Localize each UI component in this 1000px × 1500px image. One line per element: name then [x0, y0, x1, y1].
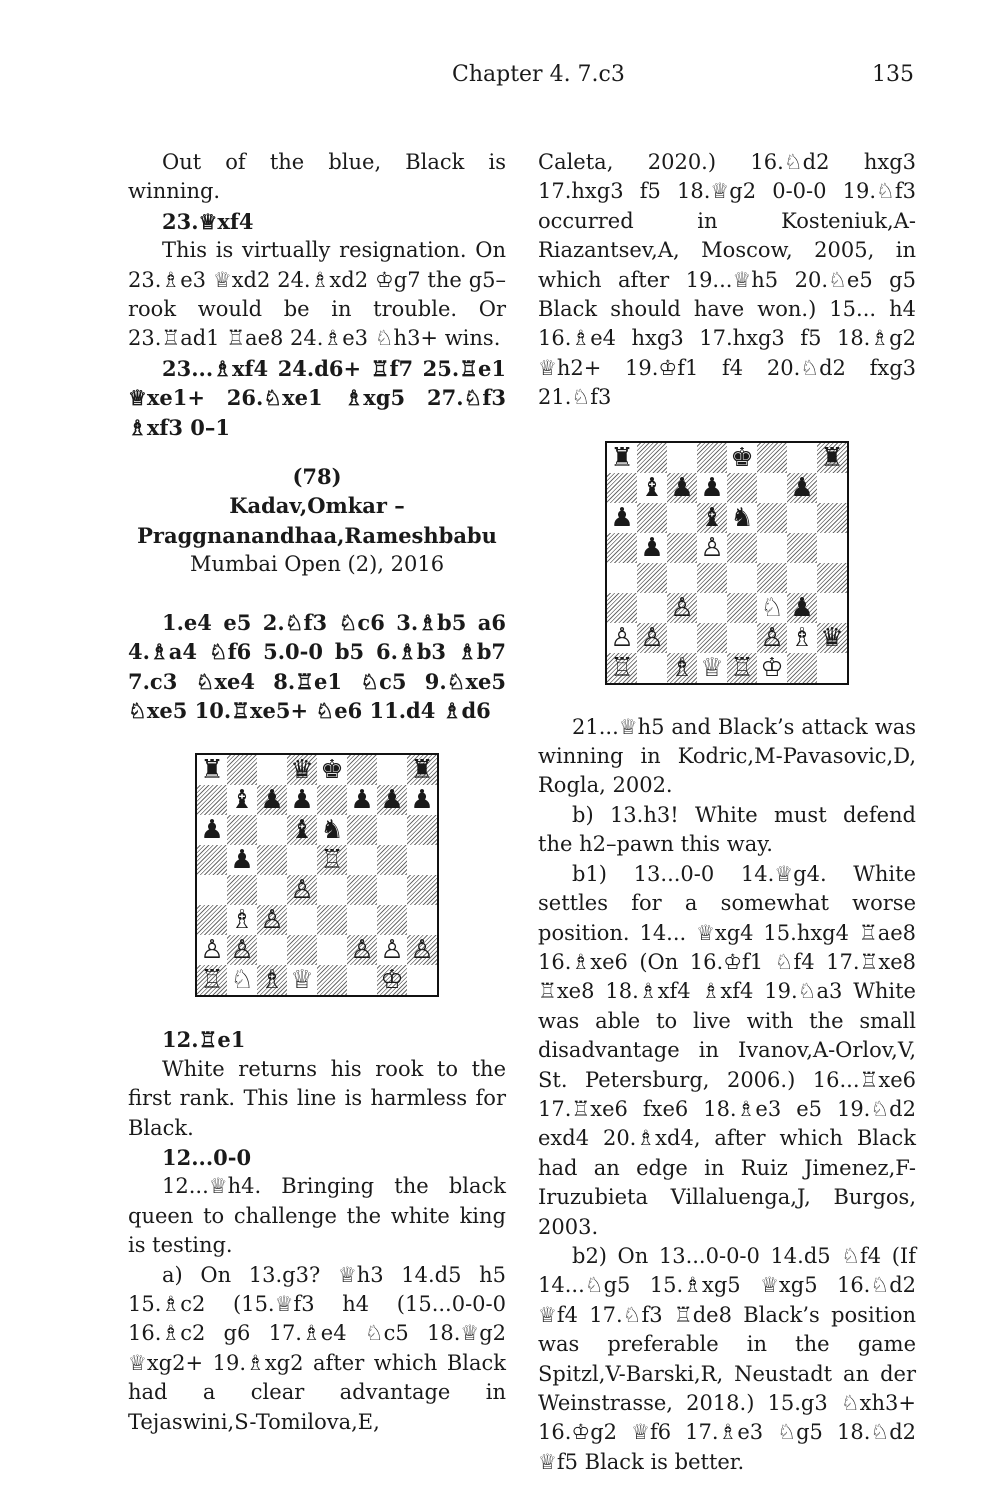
square-a1: ♖ [607, 653, 637, 683]
square-d1: ♕ [697, 653, 727, 683]
square-g5 [377, 845, 407, 875]
square-b7: ♝ [637, 473, 667, 503]
opening-moves: 1.e4 e5 2.♘f3 ♘c6 3.♗b5 a6 4.♗a4 ♘f6 5.0-0 b5 6.♗b3 ♗b7 7.c3 ♘xe4 8.♖e1 ♘c5 9.♘xe5 ♘xe5 10.♖xe5+ ♘e6 11.d4 ♗d6 [128, 609, 506, 723]
square-h4 [407, 875, 437, 905]
square-e6: ♞ [727, 503, 757, 533]
right-column [538, 148, 916, 1477]
square-a5 [197, 845, 227, 875]
square-b3: ♗ [227, 905, 257, 935]
paragraph: 21...♕h5 and Black’s attack was winning in Kodric,M-Pavasovic,D, Rogla, 2002. [538, 714, 916, 798]
square-d3 [697, 593, 727, 623]
paragraph: White returns his rook to the first rank. This line is harmless for Black. [128, 1056, 506, 1140]
square-c6 [667, 503, 697, 533]
square-a1: ♖ [197, 965, 227, 995]
square-c4 [667, 563, 697, 593]
square-h1 [817, 653, 847, 683]
paragraph: 12...♕h4. Bringing the black queen to challenge the white king is testing. [128, 1174, 506, 1258]
chess-diagram-1 [195, 753, 439, 997]
square-f1 [347, 965, 377, 995]
black-player: Praggnanandhaa,Rameshbabu [137, 522, 497, 548]
square-c7: ♟ [667, 473, 697, 503]
square-f4 [347, 875, 377, 905]
square-g6 [377, 815, 407, 845]
square-e3 [727, 593, 757, 623]
move-line: 12...0-0 [162, 1144, 252, 1170]
square-b1: ♘ [227, 965, 257, 995]
square-h5 [817, 533, 847, 563]
page-number: 135 [872, 62, 914, 87]
square-d8: ♛ [287, 755, 317, 785]
square-g4 [377, 875, 407, 905]
running-header [0, 62, 1000, 96]
square-h7: ♟ [407, 785, 437, 815]
square-e1 [317, 965, 347, 995]
square-g8 [377, 755, 407, 785]
square-b1 [637, 653, 667, 683]
move-line: 12.♖e1 [162, 1027, 246, 1053]
square-e4 [317, 875, 347, 905]
square-d5: ♙ [697, 533, 727, 563]
square-d5 [287, 845, 317, 875]
chapter-title: Chapter 4. 7.c3 [452, 62, 625, 87]
square-e8: ♚ [317, 755, 347, 785]
white-player: Kadav,Omkar – [229, 493, 405, 519]
square-d2 [697, 623, 727, 653]
square-d1: ♕ [287, 965, 317, 995]
square-c8 [667, 443, 697, 473]
square-d7: ♟ [697, 473, 727, 503]
square-h3 [407, 905, 437, 935]
square-b4 [637, 563, 667, 593]
square-h8: ♜ [817, 443, 847, 473]
square-a8: ♜ [197, 755, 227, 785]
square-f3 [347, 905, 377, 935]
square-c4 [257, 875, 287, 905]
square-c5 [257, 845, 287, 875]
square-f4 [757, 563, 787, 593]
square-d8 [697, 443, 727, 473]
square-b2: ♙ [637, 623, 667, 653]
paragraph: b2) On 13...0-0-0 14.d5 ♘f4 (If 14...♘g5 15.♗xg5 ♕xg5 16.♘d2 ♕f4 17.♘f3 ♖de8 Black’s position was preferable in the game Spitzl,V-Barski,R, Neustadt an der Weinstrasse, 2018.) 15.g3 ♘xh3+ 16.♔g2 ♕f6 17.♗e3 ♘g5 18.♘d2 ♕f5 Black is better. [538, 1243, 916, 1474]
square-h4 [817, 563, 847, 593]
square-d7: ♟ [287, 785, 317, 815]
square-c1: ♗ [257, 965, 287, 995]
square-f1: ♔ [757, 653, 787, 683]
square-a5 [607, 533, 637, 563]
square-a2: ♙ [197, 935, 227, 965]
square-c5 [667, 533, 697, 563]
square-f7: ♟ [347, 785, 377, 815]
square-f8 [757, 443, 787, 473]
square-a7 [607, 473, 637, 503]
square-g7: ♟ [377, 785, 407, 815]
square-g2: ♙ [377, 935, 407, 965]
paragraph: This is virtually resignation. On 23.♗e3 ♕xd2 24.♗xd2 ♔g7 the g5–rook would be in trouble. Or 23.♖ad1 ♖ae8 24.♗e3 ♘h3+ wins. [128, 238, 506, 351]
square-h2: ♙ [407, 935, 437, 965]
square-e2 [727, 623, 757, 653]
game-heading [128, 462, 506, 580]
square-c1: ♗ [667, 653, 697, 683]
chess-diagram-2 [605, 441, 849, 685]
square-d3 [287, 905, 317, 935]
square-h1 [407, 965, 437, 995]
square-f3: ♘ [757, 593, 787, 623]
square-c3: ♙ [257, 905, 287, 935]
square-a8: ♜ [607, 443, 637, 473]
square-c8 [257, 755, 287, 785]
square-e4 [727, 563, 757, 593]
square-f5 [347, 845, 377, 875]
square-h6 [407, 815, 437, 845]
square-e2 [317, 935, 347, 965]
square-d6: ♝ [287, 815, 317, 845]
square-g4 [787, 563, 817, 593]
square-g7: ♟ [787, 473, 817, 503]
square-b8 [637, 443, 667, 473]
square-g3: ♟ [787, 593, 817, 623]
square-g1 [787, 653, 817, 683]
square-f8 [347, 755, 377, 785]
paragraph: Caleta, 2020.) 16.♘d2 hxg3 17.hxg3 f5 18.♕g2 0-0-0 19.♘f3 occurred in Kosteniuk,A-Riazantsev,A, Moscow, 2005, in which after 19...♕h5 20.♘e5 g5 Black should have won.) 15... h4 16.♗e4 hxg3 17.hxg3 f5 18.♗g2 ♕h2+ 19.♔f1 f4 20.♘d2 fxg3 21.♘f3 [538, 150, 916, 410]
square-e1: ♖ [727, 653, 757, 683]
square-b4 [227, 875, 257, 905]
square-g3 [377, 905, 407, 935]
square-f6 [347, 815, 377, 845]
paragraph: Out of the blue, Black is winning. [128, 150, 506, 204]
square-c7: ♟ [257, 785, 287, 815]
square-a2: ♙ [607, 623, 637, 653]
square-h2: ♛ [817, 623, 847, 653]
square-a4 [197, 875, 227, 905]
square-g5 [787, 533, 817, 563]
square-b8 [227, 755, 257, 785]
square-b6 [637, 503, 667, 533]
move-line: 23...♗xf4 24.d6+ ♖f7 25.♖e1 ♕xe1+ 26.♘xe1 ♗xg5 27.♘f3 ♗xf3 0–1 [128, 355, 506, 440]
square-c6 [257, 815, 287, 845]
square-a3 [197, 905, 227, 935]
square-h6 [817, 503, 847, 533]
square-b2: ♙ [227, 935, 257, 965]
square-h5 [407, 845, 437, 875]
paragraph: b) 13.h3! White must defend the h2–pawn this way. [538, 802, 916, 857]
diagram-1-wrap [128, 753, 506, 997]
square-g2: ♗ [787, 623, 817, 653]
square-h3 [817, 593, 847, 623]
square-c2 [667, 623, 697, 653]
square-h8: ♜ [407, 755, 437, 785]
square-e5: ♖ [317, 845, 347, 875]
square-c3: ♙ [667, 593, 697, 623]
square-f7 [757, 473, 787, 503]
square-a7 [197, 785, 227, 815]
square-g6 [787, 503, 817, 533]
square-f2: ♙ [757, 623, 787, 653]
square-a3 [607, 593, 637, 623]
game-number: (78) [292, 464, 342, 490]
square-e6: ♞ [317, 815, 347, 845]
square-f2: ♙ [347, 935, 377, 965]
square-f5 [757, 533, 787, 563]
square-d6: ♝ [697, 503, 727, 533]
square-b5: ♟ [637, 533, 667, 563]
square-e7 [727, 473, 757, 503]
square-d4 [697, 563, 727, 593]
square-b6 [227, 815, 257, 845]
square-e7 [317, 785, 347, 815]
square-h7 [817, 473, 847, 503]
paragraph: b1) 13...0-0 14.♕g4. White settles for a somewhat worse position. 14... ♕xg4 15.hxg4 ♖ae8 16.♗xe6 (On 16.♔f1 ♘f4 17.♖xe8 ♖xe8 18.♗xf4 ♗xf4 19.♘a3 White was able to live with the small disadvantage in Ivanov,A-Orlov,V, St. Petersburg, 2006.) 16...♖xe6 17.♖xe6 fxe6 18.♗e3 e5 19.♘d2 exd4 20.♗xd4, after which Black had an edge in Ruiz Jimenez,F-Iruzubieta Villaluenga,J, Burgos, 2003. [538, 861, 916, 1239]
square-b5: ♟ [227, 845, 257, 875]
square-a4 [607, 563, 637, 593]
square-b7: ♝ [227, 785, 257, 815]
square-a6: ♟ [197, 815, 227, 845]
square-e5 [727, 533, 757, 563]
square-g1: ♔ [377, 965, 407, 995]
square-e8: ♚ [727, 443, 757, 473]
square-d2 [287, 935, 317, 965]
diagram-2-wrap [538, 441, 916, 685]
square-d4: ♙ [287, 875, 317, 905]
square-f6 [757, 503, 787, 533]
square-g8 [787, 443, 817, 473]
event: Mumbai Open (2), 2016 [189, 552, 445, 577]
square-e3 [317, 905, 347, 935]
square-c2 [257, 935, 287, 965]
square-b3 [637, 593, 667, 623]
move-line: 23.♕xf4 [162, 208, 254, 234]
left-column [128, 148, 506, 1437]
square-a6: ♟ [607, 503, 637, 533]
paragraph: a) On 13.g3? ♕h3 14.d5 h5 15.♗c2 (15.♕f3 h4 (15...0-0-0 16.♗c2 g6 17.♗e4 ♘c5 18.♕g2 ♕xg2+ 19.♗xg2 after which Black had a clear advantage in Tejaswini,S-Tomilova,E, [128, 1262, 506, 1434]
